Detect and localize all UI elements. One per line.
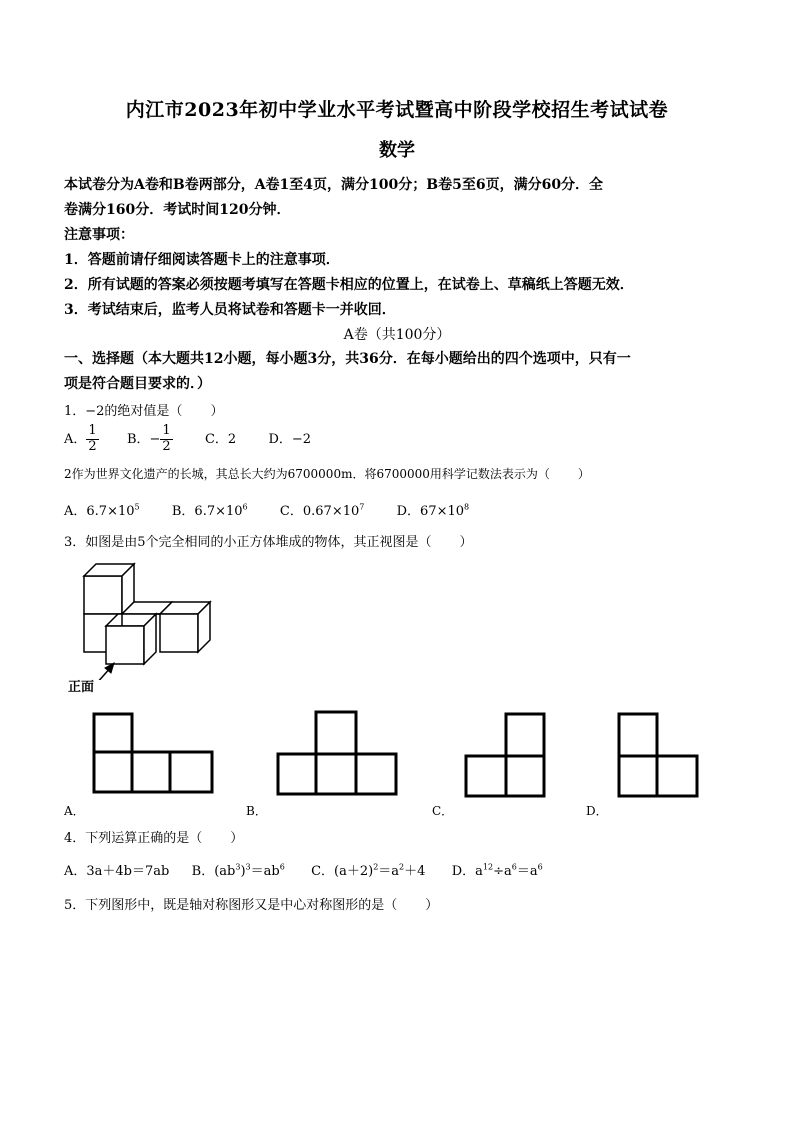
option-d[interactable]: D．$67\times 10^8$ [396, 502, 470, 519]
cube-stack-figure [68, 560, 218, 680]
option-c-label[interactable]: C． [432, 804, 454, 818]
option-b-label[interactable]: B． [246, 804, 267, 818]
notice-item-2: 2．所有试题的答案必须按题考填写在答题卡相应的位置上，在试卷上、草稿纸上答题无效． [64, 277, 634, 293]
front-view-label: 正面 [68, 680, 95, 695]
option-c[interactable]: C．2 [204, 431, 237, 447]
option-d-label[interactable]: D． [586, 804, 608, 818]
option-b-figure [274, 708, 400, 798]
question-3-stem: 3．如图是由5个完全相同的小正方体堆成的物体，其正视图是（ ） [64, 535, 473, 550]
question-1-stem: 1．−2的绝对值是（ ） [64, 404, 224, 419]
option-b[interactable]: B．− $\frac{1}{2}$ [126, 423, 171, 454]
option-a-label[interactable]: A． [64, 804, 85, 818]
option-c[interactable]: C．$(a+2)^2=a^2+4$ [311, 862, 426, 879]
subject-title: 数学 [379, 140, 415, 161]
option-c-figure [462, 710, 548, 800]
option-a[interactable]: A．$6.7\times 10^5$ [64, 502, 140, 519]
notice-item-1: 1．答题前请仔细阅读答题卡上的注意事项． [64, 252, 340, 268]
intro-line-2: 卷满分160分．考试时间120分钟． [64, 202, 291, 218]
question-4-options [64, 860, 543, 879]
option-b[interactable]: B．$(ab^3)^3=ab^6$ [191, 862, 285, 879]
intro-line-1: 本试卷分为A卷和B卷两部分，A卷1至4页，满分100分；B卷5至6页，满分60分．全 [64, 177, 604, 193]
option-a-figure [90, 710, 216, 796]
section-a-title: A卷（共100分） [343, 327, 451, 343]
question-4-stem: 4．下列运算正确的是（ ） [64, 831, 244, 846]
option-d[interactable]: D．$a^{12}\div a^6=a^6$ [451, 862, 543, 879]
option-d[interactable]: D．−2 [268, 431, 312, 447]
question-1-options [64, 424, 311, 455]
notice-item-3: 3．考试结束后，监考人员将试卷和答题卡一并收回． [64, 302, 396, 318]
part1-instructions-2: 项是符合题目要求的．） [64, 376, 211, 392]
option-a[interactable]: A．3a＋4b＝7ab [64, 864, 170, 879]
notice-heading: 注意事项： [64, 227, 134, 243]
option-a[interactable]: A． $\frac{1}{2}$ [64, 423, 97, 454]
option-d-figure [615, 710, 701, 800]
option-c[interactable]: C．$0.67\times 10^7$ [279, 502, 365, 519]
option-b[interactable]: B．$6.7\times 10^6$ [171, 502, 248, 519]
part1-instructions-1: 一、选择题（本大题共12小题，每小题3分，共36分．在每小题给出的四个选项中，只有一 [64, 351, 631, 367]
question-5-stem: 5．下列图形中，既是轴对称图形又是中心对称图形的是（ ） [64, 898, 439, 913]
question-2-options [64, 500, 469, 519]
exam-title: 内江市2023年初中学业水平考试暨高中阶段学校招生考试试卷 [125, 99, 669, 121]
question-2-stem: 2作为世界文化遗产的长城，其总长大约为6700000m．将6700000用科学记数法表示为（ ） [64, 467, 590, 481]
